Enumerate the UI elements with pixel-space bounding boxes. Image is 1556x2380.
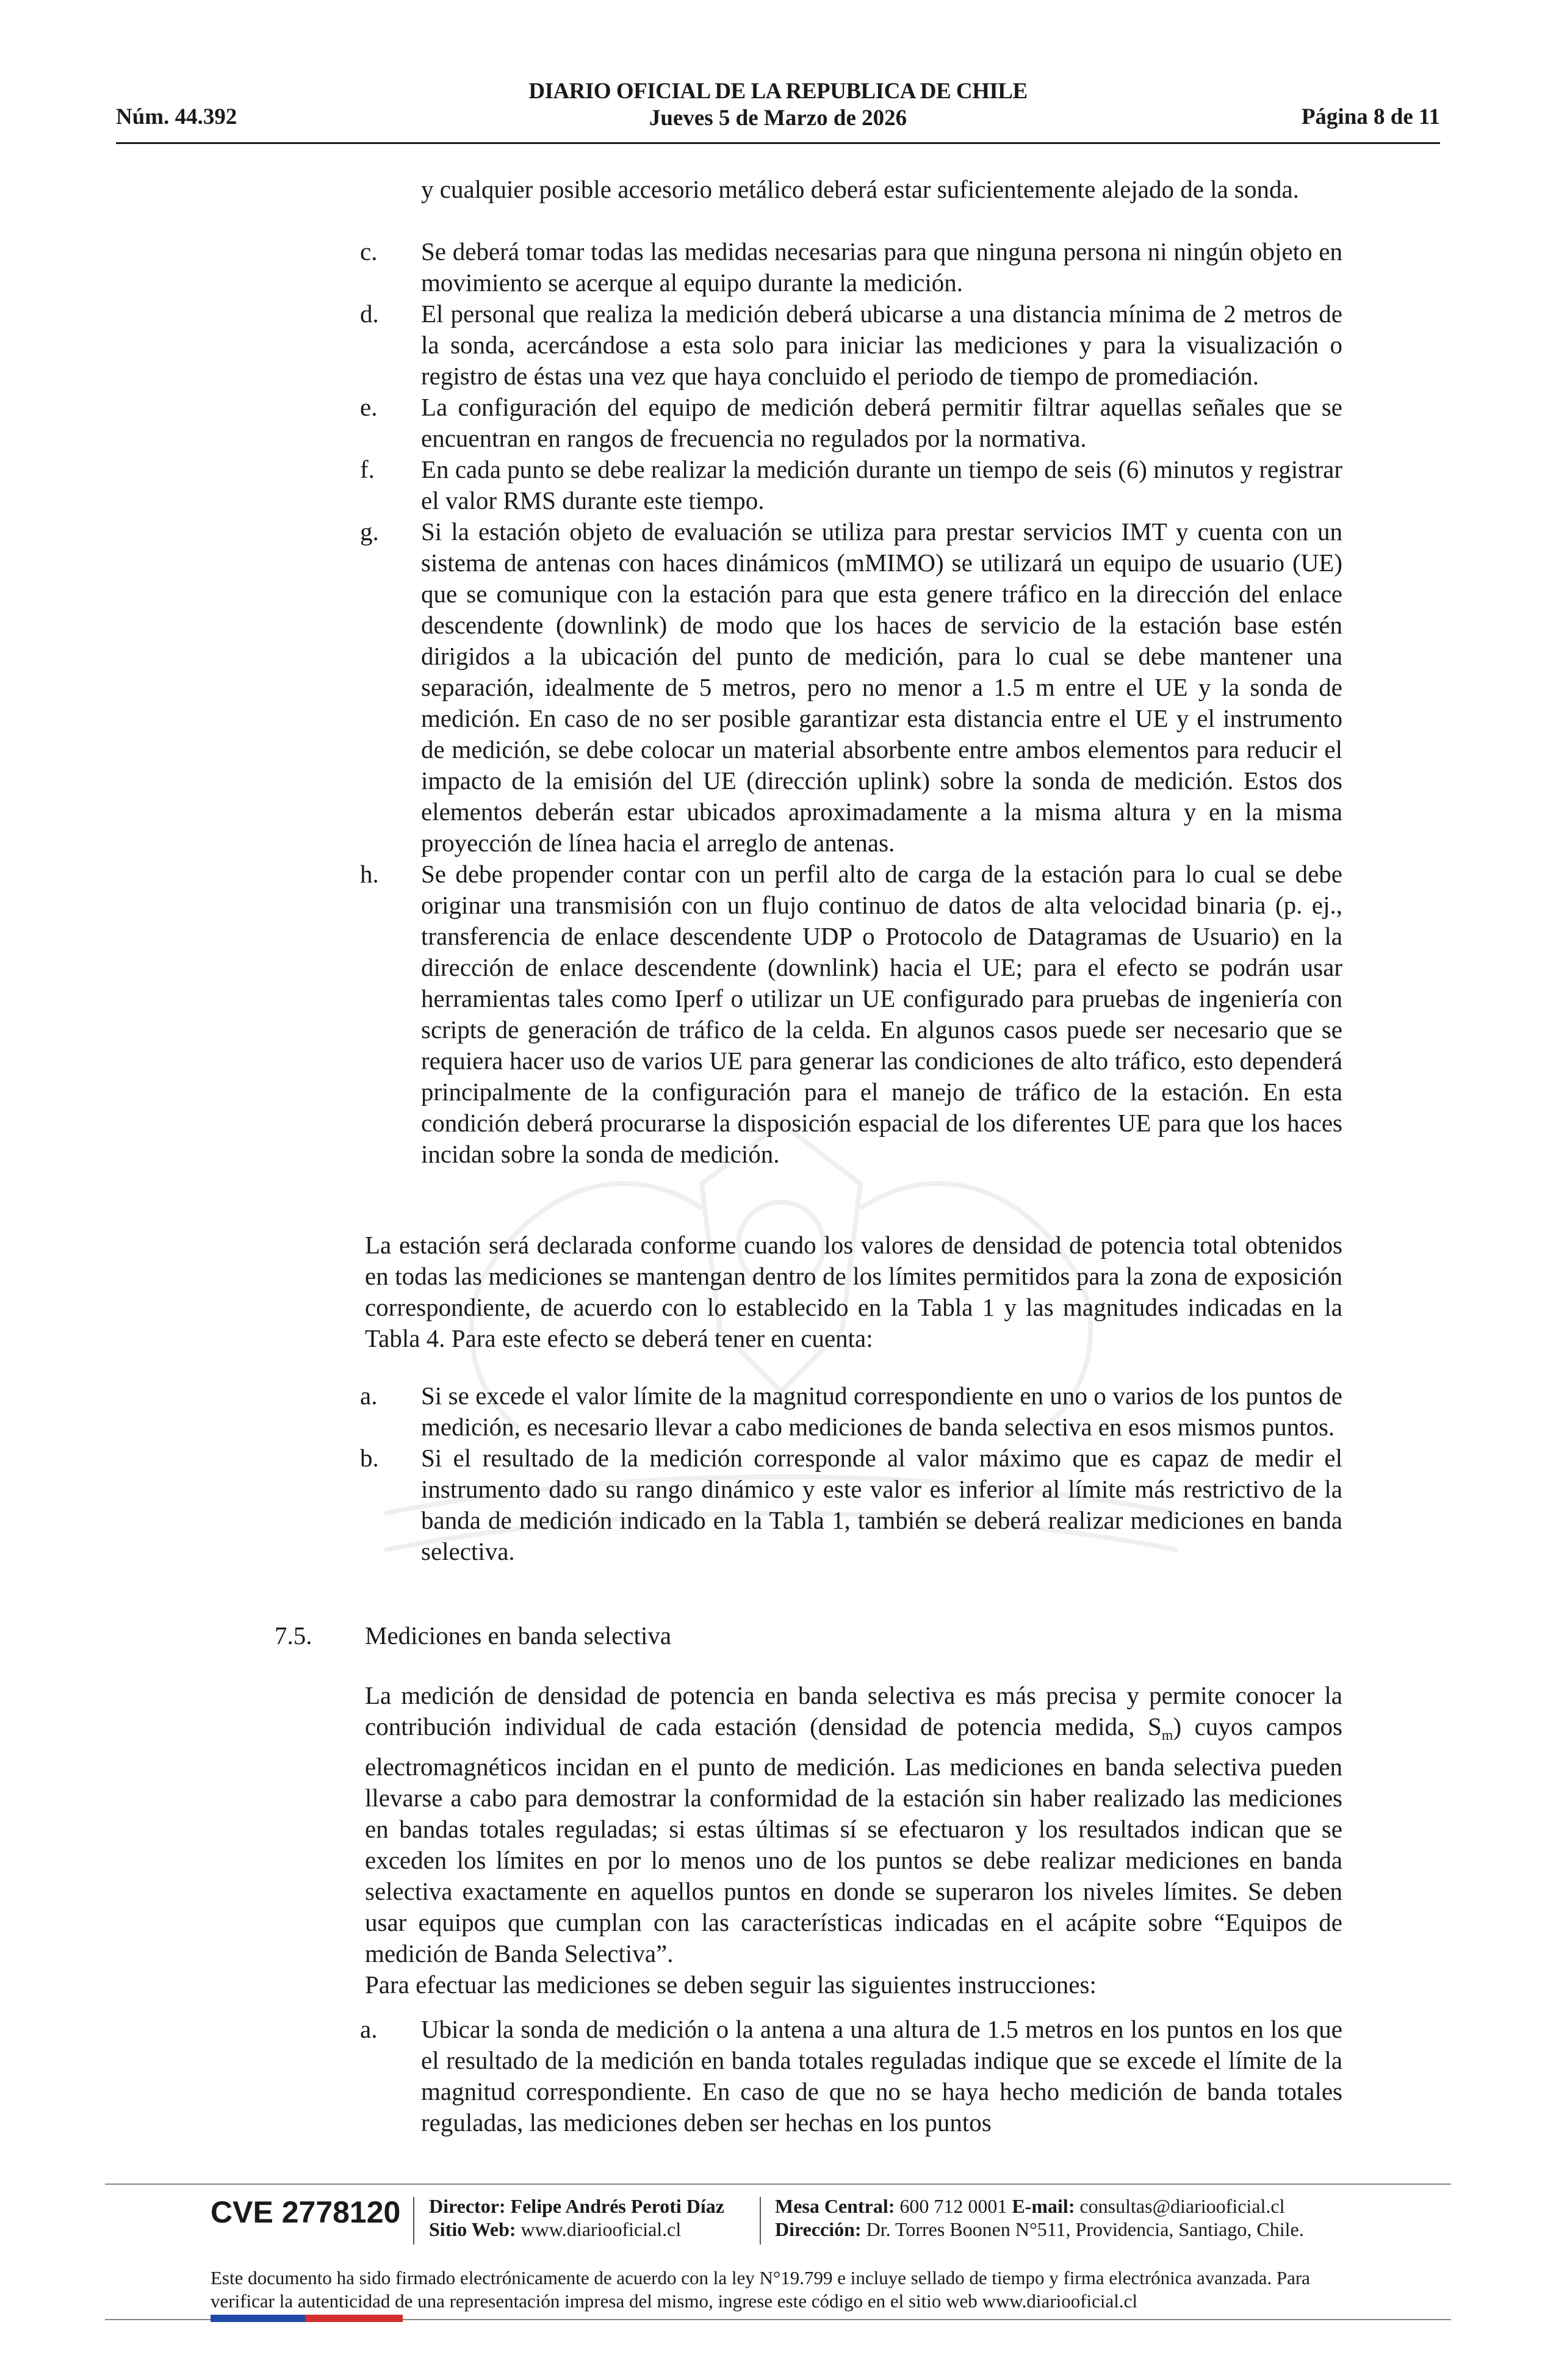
list-item-text: Si se excede el valor límite de la magnitud correspondiente en uno o varios de los puntos de medición, es necesario llevar a cabo mediciones de banda selectiva en esos mismos puntos. bbox=[421, 1382, 1342, 1441]
list-item bbox=[0, 298, 1556, 392]
flag-stripe-blue bbox=[211, 2315, 305, 2322]
list-item bbox=[0, 1443, 1556, 1567]
flag-stripe-red bbox=[305, 2315, 403, 2322]
website-link[interactable]: www.diariooficial.cl bbox=[520, 2218, 682, 2240]
list-item bbox=[0, 236, 1556, 298]
list-letter: a. bbox=[360, 2015, 378, 2043]
list-item-text: En cada punto se debe realizar la medición durante un tiempo de seis (6) minutos y registrar el valor RMS durante este tiempo. bbox=[421, 455, 1342, 514]
list-item bbox=[0, 392, 1556, 454]
phone-number: 600 712 0001 bbox=[899, 2195, 1007, 2217]
list-letter: h. bbox=[360, 860, 379, 888]
address-label: Dirección: bbox=[775, 2218, 862, 2240]
list-item bbox=[0, 859, 1556, 1170]
list-item-text: Ubicar la sonda de medición o la antena a una altura de 1.5 metros en los puntos en los que el resultado de la medición en banda totales reguladas indique que se excede el límite de la magnitud correspondiente. En caso de que no se haya hecho medición de banda totales reguladas, las mediciones deben ser hechas en los puntos bbox=[421, 2015, 1342, 2137]
list-item bbox=[0, 454, 1556, 516]
list-item bbox=[0, 516, 1556, 859]
section-title: Mediciones en banda selectiva bbox=[365, 1621, 672, 1650]
list-letter: f. bbox=[360, 455, 375, 483]
list-item bbox=[0, 2014, 1556, 2138]
address-text: Dr. Torres Boonen N°511, Providencia, Santiago, Chile. bbox=[866, 2218, 1304, 2240]
footer-separator bbox=[413, 2197, 414, 2245]
page-footer bbox=[211, 2190, 1345, 2257]
masthead bbox=[116, 78, 1440, 132]
director-name: Felipe Andrés Peroti Díaz bbox=[510, 2195, 724, 2217]
header-divider bbox=[116, 142, 1440, 144]
list-item bbox=[0, 1380, 1556, 1443]
web-label: Sitio Web: bbox=[429, 2218, 516, 2240]
list-item-text: Se debe propender contar con un perfil alto de carga de la estación para lo cual se debe originar una transmisión con un flujo continuo de datos de alta velocidad binaria (p. ej., transferencia de enlace descendente UDP o Protocolo de Datagramas de Usuario) en la dirección de enlace descendente (downlink) hacia el UE; para el efecto se podrán usar herramientas tales como Iperf o utilizar un UE configurado para pruebas de ingeniería con scripts de generación de tráfico de la celda. En algunos casos puede ser necesario que se requiera hacer uso de varios UE para generar las condiciones de alto tráfico, esto dependerá principalmente de la configuración para el manejo de tráfico de la estación. En esta condición deberá procurarse la disposición espacial de los diferentes UE para que los haces incidan sobre la sonda de medición. bbox=[421, 860, 1342, 1168]
signature-note: Este documento ha sido firmado electrónicamente de acuerdo con la ley N°19.799 e incluye sellado de tiempo y firma electrónica avanzada. Para verificar la autenticidad de una representación impresa del mismo, ingrese este código en el sitio web www.diariooficial.cl bbox=[211, 2267, 1310, 2312]
continuation-text: y cualquier posible accesorio metálico deberá estar suficientemente alejado de la sonda. bbox=[421, 175, 1299, 203]
list-letter: d. bbox=[360, 300, 379, 328]
list-letter: a. bbox=[360, 1382, 378, 1410]
instruction-list-2 bbox=[0, 1380, 1556, 1567]
subscript: m bbox=[1161, 1728, 1173, 1744]
list-letter: b. bbox=[360, 1444, 379, 1472]
list-letter: e. bbox=[360, 393, 378, 421]
paragraph-text: La medición de densidad de potencia en banda selectiva es más precisa y permite conocer la contribución individual de cada estación (densidad de potencia medida, S bbox=[365, 1681, 1342, 1740]
list-item-text: La configuración del equipo de medición deberá permitir filtrar aquellas señales que se encuentran en rangos de frecuencia no regulados por la normativa. bbox=[421, 393, 1342, 452]
continuation-block bbox=[0, 174, 1556, 205]
email-link[interactable]: consultas@diariooficial.cl bbox=[1079, 2195, 1285, 2217]
footer-separator bbox=[760, 2197, 761, 2245]
footer-divider bbox=[105, 2183, 1451, 2185]
director-label: Director: bbox=[429, 2195, 506, 2217]
list-letter: c. bbox=[360, 237, 378, 265]
list-item-text: Se deberá tomar todas las medidas necesarias para que ninguna persona ni ningún objeto en movimiento se acerque al equipo durante la medición. bbox=[421, 237, 1342, 297]
selective-band-paragraph bbox=[365, 1680, 1342, 2000]
paragraph-last-line: Para efectuar las mediciones se deben seguir las siguientes instrucciones: bbox=[365, 1971, 1097, 1999]
footer-director-block bbox=[429, 2194, 724, 2241]
list-item-text: Si el resultado de la medición corresponde al valor máximo que es capaz de medir el instrumento dado su rango dinámico y este valor es inferior al límite más restrictivo de la banda de medición indicado en la Tabla 1, también se deberá realizar mediciones en banda selectiva. bbox=[421, 1444, 1342, 1565]
cve-code: CVE 2778120 bbox=[211, 2195, 401, 2229]
instruction-list-1 bbox=[0, 236, 1556, 1170]
email-label: E-mail: bbox=[1012, 2195, 1075, 2217]
list-letter: g. bbox=[360, 517, 379, 546]
footer-contact-block bbox=[775, 2194, 1304, 2241]
publication-title: DIARIO OFICIAL DE LA REPUBLICA DE CHILE bbox=[528, 79, 1028, 104]
list-item-text: El personal que realiza la medición deberá ubicarse a una distancia mínima de 2 metros de la sonda, acercándose a esta solo para iniciar las mediciones y para la visualización o registro de éstas una vez que haya concluido el periodo de tiempo de promediación. bbox=[421, 300, 1342, 390]
paragraph-text: ) cuyos campos electromagnéticos incidan en el punto de medición. Las mediciones en banda selectiva pueden llevarse a cabo para demostrar la conformidad de la estación sin haber realizado las mediciones en bandas totales reguladas; si estas últimas sí se efectuaron y los resultados indican que se exceden los límites en por lo menos uno de los puntos se debe realizar mediciones en banda selectiva exactamente en aquellos puntos en donde se superaron los niveles límites. Se deben usar equipos que cumplan con las características indicadas en el acápite sobre “Equipos de medición de Banda Selectiva”. bbox=[365, 1712, 1342, 1967]
conformity-paragraph: La estación será declarada conforme cuando los valores de densidad de potencia total obtenidos en todas las mediciones se mantengan dentro de los límites permitidos para la zona de exposición correspondiente, de acuerdo con lo establecido en la Tabla 1 y las magnitudes indicadas en la Tabla 4. Para este efecto se deberá tener en cuenta: bbox=[365, 1231, 1342, 1352]
instruction-list-3 bbox=[0, 2014, 1556, 2138]
issue-number: Núm. 44.392 bbox=[116, 104, 237, 129]
page-header bbox=[116, 72, 1440, 145]
phone-label: Mesa Central: bbox=[775, 2195, 895, 2217]
page-number: Página 8 de 11 bbox=[1301, 104, 1440, 129]
list-item-text: Si la estación objeto de evaluación se utiliza para prestar servicios IMT y cuenta con un sistema de antenas con haces dinámicos (mMIMO) se utilizará un equipo de usuario (UE) que se comunique con la estación para que esta genere tráfico en la dirección del enlace descendente (downlink) de modo que los haces de servicio de la estación base estén dirigidos a la ubicación del punto de medición, para lo cual se debe mantener una separación, idealmente de 5 metros, pero no menor a 1.5 m entre el UE y la sonda de medición. En caso de no ser posible garantizar esta distancia entre el UE y el instrumento de medición, se debe colocar un material absorbente entre ambos elementos para reducir el impacto de la emisión del UE (dirección uplink) sobre la sonda de medición. Estos dos elementos deberán estar ubicados aproximadamente a la misma altura y en la misma proyección de línea hacia el arreglo de antenas. bbox=[421, 517, 1342, 857]
publication-date: Jueves 5 de Marzo de 2026 bbox=[649, 106, 907, 131]
section-number: 7.5. bbox=[275, 1621, 312, 1650]
